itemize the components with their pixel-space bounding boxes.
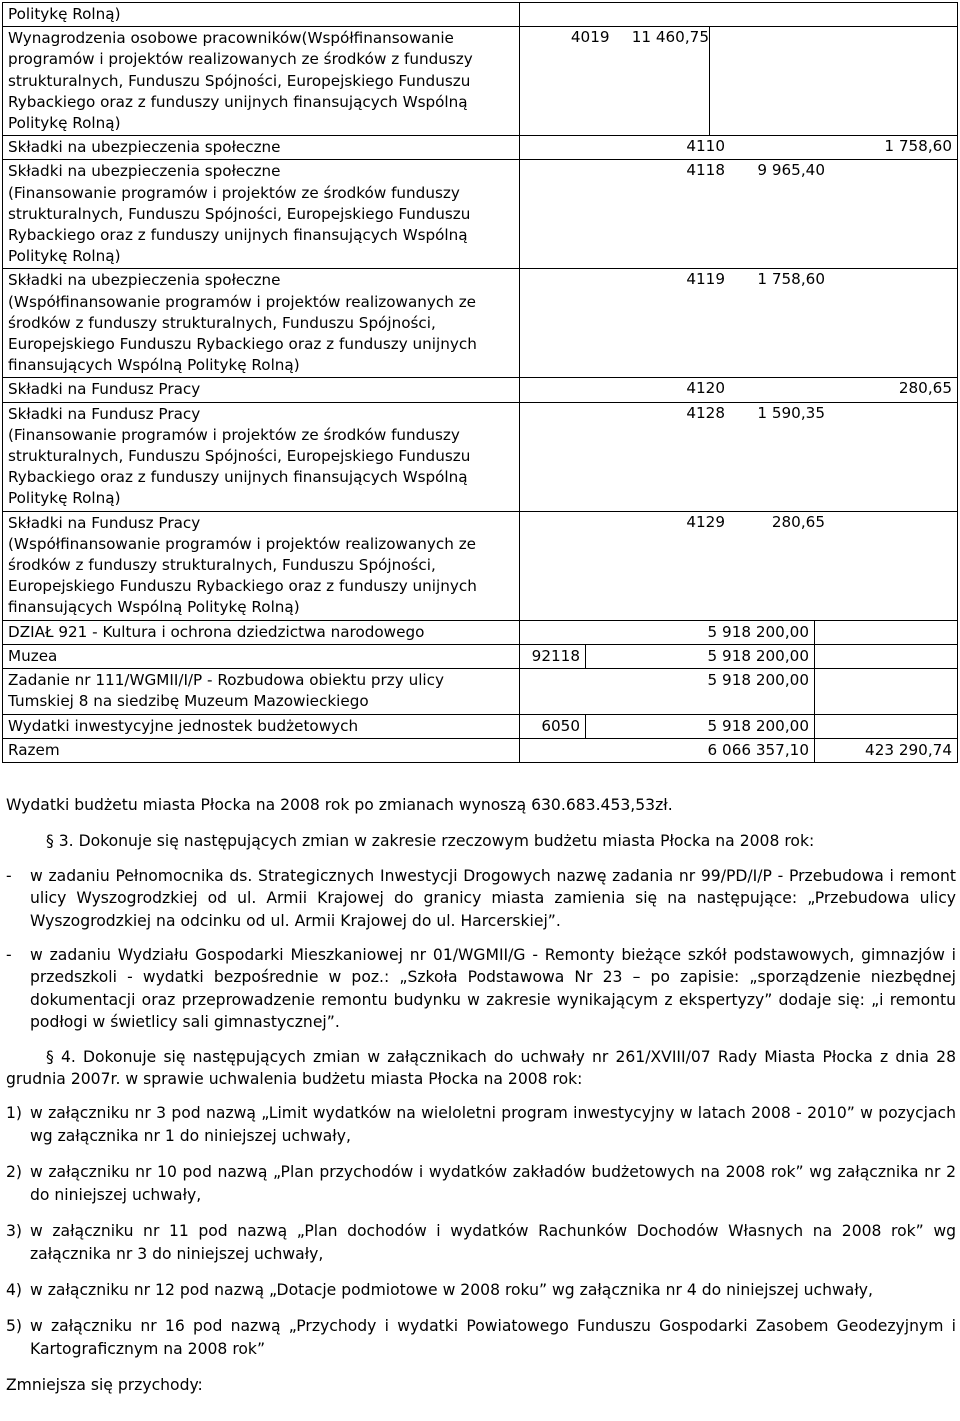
row-empty (815, 644, 958, 668)
item-text: w załączniku nr 3 pod nazwą „Limit wydatków na wieloletni program inwestycyjny w latach 2008 - 2010” w pozycjach wg załącznika nr 1 do niniejszej uchwały, (30, 1104, 956, 1145)
row-amounts (520, 136, 958, 160)
table-row (3, 160, 958, 269)
amount-increase: 11 460,75 (631, 28, 709, 47)
paragraph-code: 4129 (686, 512, 725, 531)
row-amounts (520, 378, 958, 402)
row-empty (815, 620, 958, 644)
amount-increase: 1 590,35 (757, 403, 825, 422)
wydatki-label: Wydatki inwestycyjne jednostek budżetowych (3, 714, 520, 738)
table-row (3, 269, 958, 378)
budget-table (2, 2, 958, 763)
row-label: Składki na Fundusz Pracy (Współfinansowanie programów i projektów realizowanych ze środków z funduszy strukturalnych, Funduszu Spójności, Europejskiego Funduszu Rybackiego oraz z funduszy unijnych finansujących Wspólną Politykę Rolną) (3, 511, 520, 620)
closing-line: Zmniejsza się przychody: (6, 1376, 203, 1395)
bullet-dash: - (6, 946, 12, 965)
paragraph-code: 4019 (570, 28, 610, 47)
table-row (3, 511, 958, 620)
amount-increase: 1 758,60 (757, 270, 825, 289)
row-label: Wynagrodzenia osobowe pracowników(Współfinansowanie programów i projektów realizowanych ze środków z funduszy strukturalnych, Funduszu Spójności, Europejskiego Funduszu Rybackiego oraz z funduszy unijnych finansujących Wspólną Politykę Rolną) (3, 27, 520, 136)
row-empty (815, 714, 958, 738)
table-row-razem (3, 738, 958, 762)
paragraph-4: § 4. Dokonuje się następujących zmian w załącznikach do uchwały nr 261/XVIII/07 Rady Miasta Płocka z dnia 28 grudnia 2007r. w sprawie uchwalenia budżetu miasta Płocka na 2008 rok: (6, 1047, 956, 1089)
dzial-amount: 5 918 200,00 (520, 620, 815, 644)
bullet-text: w zadaniu Pełnomocnika ds. Strategicznych Inwestycji Drogowych nazwę zadania nr 99/PD/I/P - Przebudowa i remont ulicy Wyszogrodzkiej od ul. Armii Krajowej do granicy miasta zamienia się na następujące: „Przebudowa ulicy Wyszogrodzkiej na odcinku od ul. Armii Krajowej do ul. Harcerskiej”. (30, 866, 956, 930)
item-text: w załączniku nr 10 pod nazwą „Plan przychodów i wydatków zakładów budżetowych na 2008 rok” wg załącznika nr 2 do niniejszej uchwały, (30, 1163, 956, 1204)
bullet-item (6, 865, 956, 932)
row-label: Składki na Fundusz Pracy (Finansowanie programów i projektów ze środków funduszy strukturalnych, Funduszu Spójności, Europejskiego Funduszu Rybackiego oraz z funduszy unijnych finansujących Wspólną Politykę Rolną) (3, 402, 520, 511)
numbered-item (6, 1220, 956, 1265)
razem-amount-increase: 6 066 357,10 (520, 738, 815, 762)
table-row-wydatki (3, 714, 958, 738)
item-number: 3) (6, 1222, 23, 1241)
amount-decrease (710, 27, 958, 136)
table-row-dzial (3, 620, 958, 644)
item-number: 5) (6, 1317, 23, 1336)
paragraph-code: 4128 (686, 403, 725, 422)
row-empty (815, 669, 958, 714)
paragraph-3: § 3. Dokonuje się następujących zmian w zakresie rzeczowym budżetu miasta Płocka na 2008 rok: (46, 832, 815, 851)
paragraph-code: 4119 (686, 270, 725, 289)
razem-label: Razem (3, 738, 520, 762)
amount-increase: 280,65 (771, 512, 825, 531)
wydatki-amount: 5 918 200,00 (586, 714, 815, 738)
numbered-item (6, 1102, 956, 1147)
row-label: Składki na ubezpieczenia społeczne (Finansowanie programów i projektów ze środków funduszy strukturalnych, Funduszu Spójności, Europejskiego Funduszu Rybackiego oraz z funduszy unijnych finansujących Wspólną Politykę Rolną) (3, 160, 520, 269)
row-amounts (520, 27, 710, 136)
row-label: Politykę Rolną) (3, 3, 520, 27)
muzea-code: 92118 (520, 644, 586, 668)
table-row-zadanie (3, 669, 958, 714)
bullet-text: w zadaniu Wydziału Gospodarki Mieszkaniowej nr 01/WGMII/G - Remonty bieżące szkół podstawowych, gimnazjów i przedszkoli - wydatki bezpośrednie w poz.: „Szkoła Podstawowa Nr 23 – po zapisie: „sporządzenie niezbędnej dokumentacji oraz przeprowadzenie remontu budynku w zakresie wynikającym z ekspertyzy” dodaje się: „i remontu podłogi w świetlicy sali gimnastycznej”. (30, 946, 956, 1032)
row-empty (520, 3, 958, 27)
row-amounts (520, 269, 958, 378)
row-amounts (520, 160, 958, 269)
muzea-amount: 5 918 200,00 (586, 644, 815, 668)
row-label: Składki na Fundusz Pracy (3, 378, 520, 402)
row-label: Składki na ubezpieczenia społeczne (3, 136, 520, 160)
item-number: 2) (6, 1163, 23, 1182)
numbered-item (6, 1161, 956, 1206)
paragraph-code: 4110 (686, 137, 725, 156)
document-text (6, 794, 956, 1397)
table-row-muzea (3, 644, 958, 668)
table-row (3, 27, 958, 136)
table-row (3, 378, 958, 402)
dzial-label: DZIAŁ 921 - Kultura i ochrona dziedzictwa narodowego (3, 620, 520, 644)
bullet-dash: - (6, 866, 12, 885)
zadanie-label: Zadanie nr 111/WGMII/I/P - Rozbudowa obiektu przy ulicy Tumskiej 8 na siedzibę Muzeum Mazowieckiego (3, 669, 520, 714)
amount-decrease: 1 758,60 (884, 137, 952, 156)
muzea-label: Muzea (3, 644, 520, 668)
numbered-item (6, 1315, 956, 1360)
row-amounts (520, 402, 958, 511)
item-number: 1) (6, 1104, 23, 1123)
amount-increase: 9 965,40 (757, 161, 825, 180)
amount-decrease: 280,65 (898, 379, 952, 398)
wydatki-code: 6050 (520, 714, 586, 738)
zadanie-amount: 5 918 200,00 (520, 669, 815, 714)
row-label: Składki na ubezpieczenia społeczne (Współfinansowanie programów i projektów realizowanych ze środków z funduszy strukturalnych, Funduszu Spójności, Europejskiego Funduszu Rybackiego oraz z funduszy unijnych finansujących Wspólną Politykę Rolną) (3, 269, 520, 378)
table-row (3, 136, 958, 160)
summary-line: Wydatki budżetu miasta Płocka na 2008 rok po zmianach wynoszą 630.683.453,53zł. (6, 796, 673, 814)
item-text: w załączniku nr 12 pod nazwą „Dotacje podmiotowe w 2008 roku” wg załącznika nr 4 do niniejszej uchwały, (30, 1280, 873, 1299)
item-text: w załączniku nr 11 pod nazwą „Plan dochodów i wydatków Rachunków Dochodów Własnych na 2008 rok” wg załącznika nr 3 do niniejszej uchwały, (30, 1222, 956, 1263)
paragraph-code: 4120 (686, 379, 725, 398)
item-number: 4) (6, 1280, 23, 1299)
item-text: w załączniku nr 16 pod nazwą „Przychody i wydatki Powiatowego Funduszu Gospodarki Zasobem Geodezyjnym i Kartograficznym na 2008 rok” (30, 1317, 956, 1358)
razem-amount-decrease: 423 290,74 (815, 738, 958, 762)
table-row (3, 3, 958, 27)
bullet-item (6, 944, 956, 1034)
paragraph-code: 4118 (686, 161, 725, 180)
row-amounts (520, 511, 958, 620)
table-row (3, 402, 958, 511)
numbered-item (6, 1279, 956, 1301)
